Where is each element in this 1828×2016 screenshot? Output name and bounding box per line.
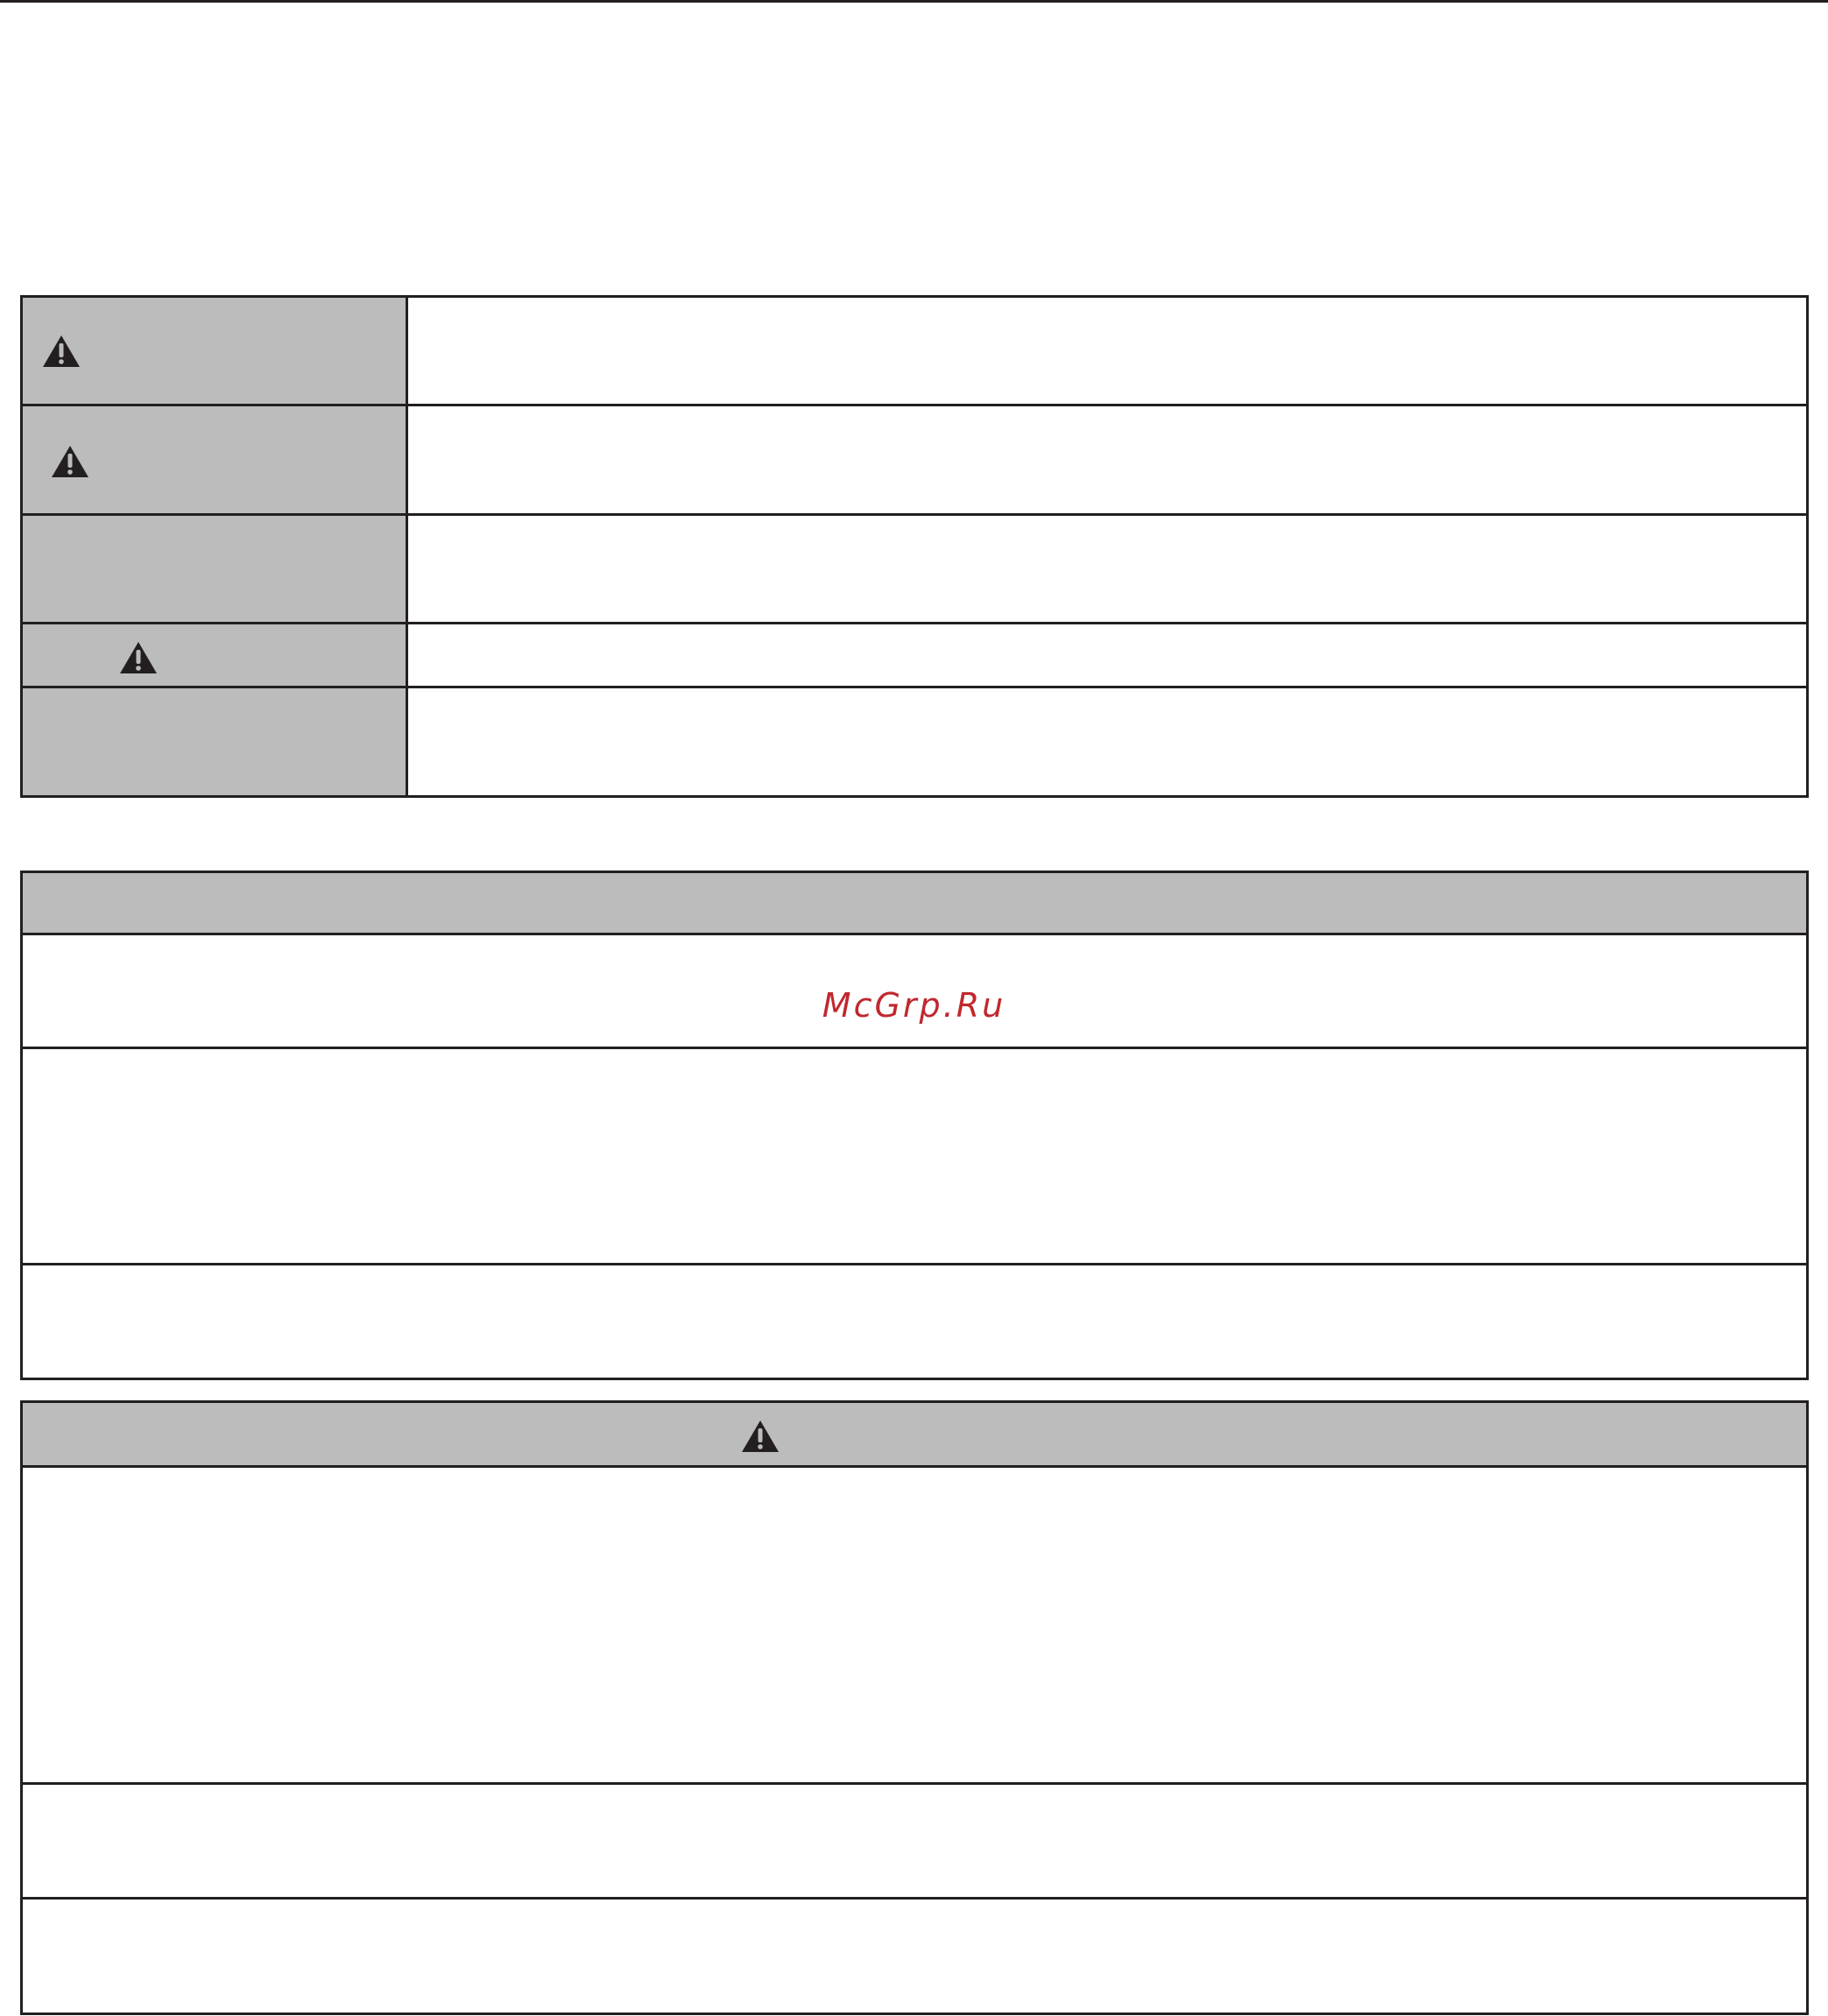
warning-triangle-icon xyxy=(741,1420,780,1453)
signal-description xyxy=(408,298,1806,404)
warning-row xyxy=(23,1468,1806,1782)
warning-triangle-icon xyxy=(51,445,89,478)
signal-description xyxy=(408,516,1806,622)
notice-row xyxy=(23,1049,1806,1263)
signal-row xyxy=(23,688,406,795)
signal-row xyxy=(23,624,406,686)
signal-row xyxy=(23,406,406,513)
warning-triangle-icon xyxy=(42,335,81,368)
warning-row xyxy=(23,1785,1806,1897)
warning-triangle-icon xyxy=(119,641,158,674)
signal-description xyxy=(408,624,1806,686)
warning-row xyxy=(23,1900,1806,2012)
watermark: McGrp.Ru xyxy=(822,986,1006,1025)
signal-row xyxy=(23,516,406,622)
signal-row xyxy=(23,298,406,404)
notice-header xyxy=(23,873,1806,933)
signal-description xyxy=(408,406,1806,513)
warning-header xyxy=(23,1403,1806,1465)
top-rule xyxy=(0,0,1828,3)
notice-row xyxy=(23,1265,1806,1378)
signal-description xyxy=(408,688,1806,795)
